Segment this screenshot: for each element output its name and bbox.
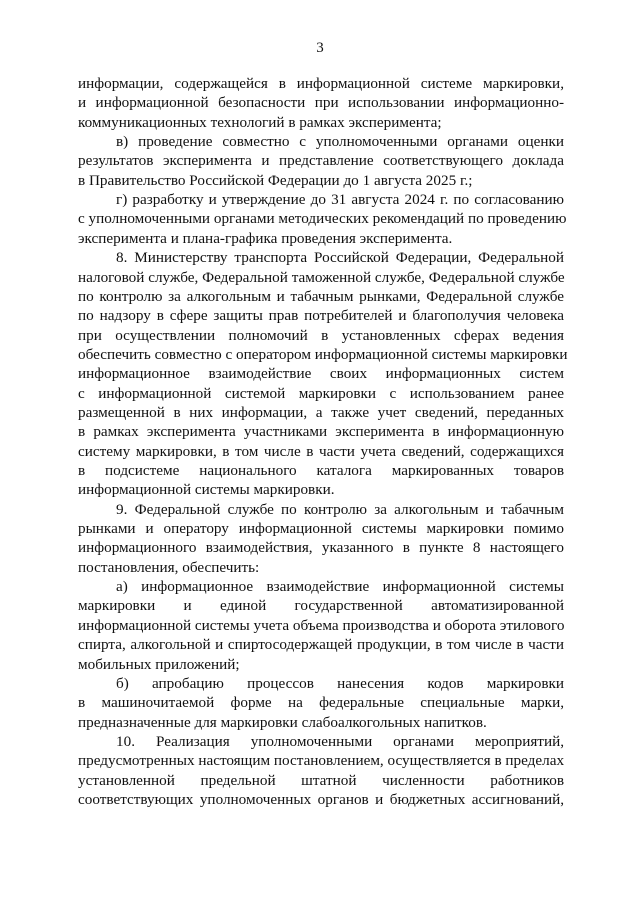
text-line: рынками и оператору информационной системы маркировки помимо (78, 520, 564, 538)
text-line: в подсистеме национального каталога маркированных товаров (78, 462, 564, 479)
text-line: предусмотренных настоящим постановлением, осуществляется в пределах (78, 752, 565, 770)
page-number: 3 (316, 40, 324, 56)
text-line: 10. Реализация уполномоченными органами мероприятий, (116, 732, 564, 750)
text-line: в) проведение совместно с уполномоченными органами оценки (116, 133, 564, 151)
text-line: информационное взаимодействие своих информационных систем (78, 365, 564, 383)
text-line: а) информационное взаимодействие информационной системы (116, 578, 564, 596)
text-line: и информационной безопасности при использовании информационно- (78, 94, 564, 112)
text-line: маркировки и единой государственной автоматизированной (78, 597, 564, 615)
text-line: 9. Федеральной службе по контролю за алкогольным и табачным (116, 500, 564, 518)
text-line: в Правительство Российской Федерации до 1 августа 2025 г.; (78, 171, 473, 189)
text-line: в рамках эксперимента участниками эксперимента в информационную (78, 423, 564, 441)
text-line: информации, содержащейся в информационной системе маркировки, (78, 75, 564, 92)
text-line: по контролю за алкогольным и табачным рынками, Федеральной службе (78, 287, 564, 305)
text-line: коммуникационных технологий в рамках эксперимента; (78, 113, 442, 131)
text-line: с информационной системой маркировки с использованием ранее (78, 384, 564, 402)
text-line: постановления, обеспечить: (78, 558, 260, 576)
text-line: обеспечить совместно с оператором информационной системы маркировки (78, 345, 568, 363)
text-line: с уполномоченными органами методических рекомендаций по проведению (78, 210, 567, 228)
text-line: установленной предельной штатной численности работников (78, 771, 564, 789)
text-line: спирта, алкогольной и спиртосодержащей продукции, в том числе в части (78, 636, 564, 654)
text-line: соответствующих уполномоченных органов и бюджетных ассигнований, (78, 790, 564, 808)
text-line: систему маркировки, в том числе в части учета сведений, содержащихся (78, 442, 564, 460)
text-line: предназначенные для маркировки слабоалкогольных напитков. (78, 713, 487, 731)
text-line: в машиночитаемой форме на федеральные специальные марки, (78, 694, 564, 712)
text-line: г) разработку и утверждение до 31 августа 2024 г. по согласованию (116, 191, 564, 209)
text-line: налоговой службе, Федеральной таможенной службе, Федеральной службе (78, 268, 565, 286)
text-line: информационной системы учета объема производства и оборота этилового (78, 616, 565, 634)
text-line: при осуществлении полномочий в установленных сферах ведения (78, 326, 564, 344)
text-line: 8. Министерству транспорта Российской Федерации, Федеральной (116, 249, 564, 267)
text-line: эксперимента и плана-графика проведения эксперимента. (78, 229, 453, 247)
text-line: мобильных приложений; (78, 655, 240, 673)
text-line: информационной системы маркировки. (78, 481, 335, 499)
text-line: по надзору в сфере защиты прав потребителей и благополучия человека (78, 307, 564, 325)
text-line: б) апробацию процессов нанесения кодов маркировки (116, 674, 564, 692)
text-line: размещенной в них информации, а также учет сведений, переданных (78, 403, 564, 421)
text-line: результатов эксперимента и представление соответствующего доклада (78, 152, 564, 170)
text-line: информационного взаимодействия, указанного в пункте 8 настоящего (78, 539, 564, 557)
